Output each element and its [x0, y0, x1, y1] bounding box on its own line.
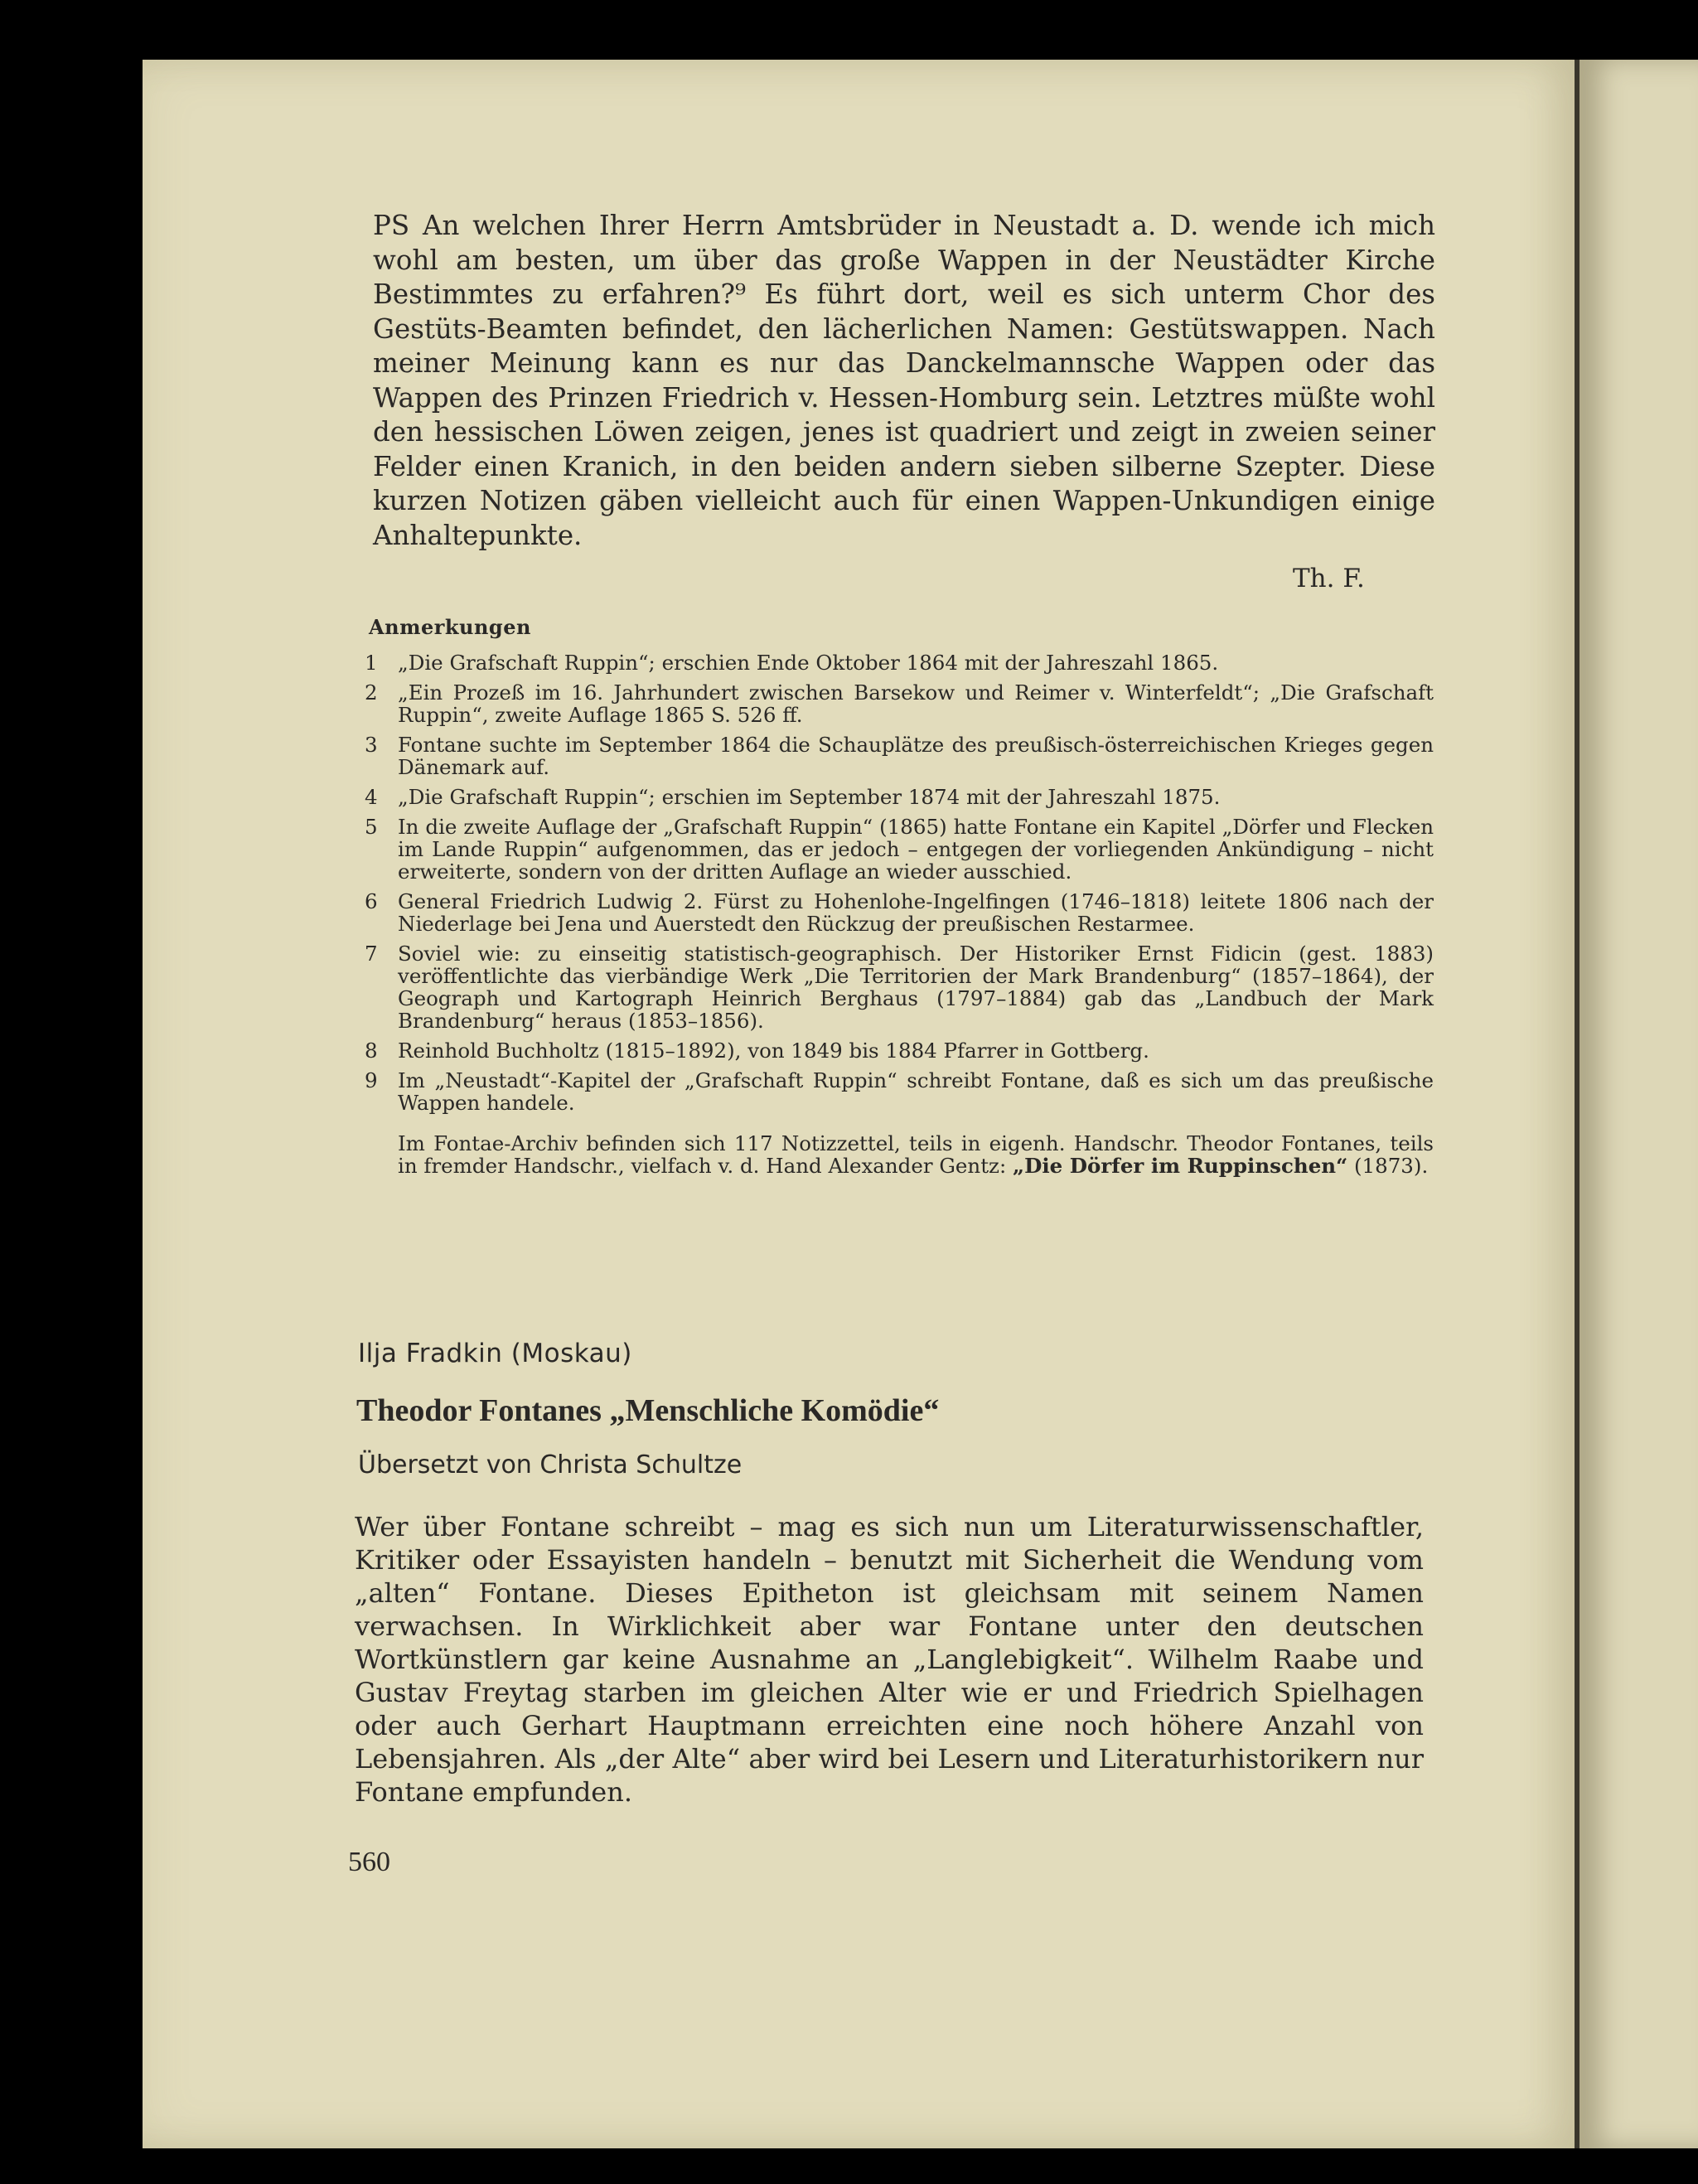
note-number: 3: [365, 733, 378, 757]
note-number: 9: [365, 1068, 378, 1092]
note-text: General Friedrich Ludwig 2. Fürst zu Hohenlohe-Ingelfingen (1746–1818) leitete 1806 nach der Niederlage bei Jena und Auerstedt den Rückzug der preußischen Restarmee.: [398, 889, 1434, 936]
page-number: 560: [348, 1847, 390, 1877]
notes-list: [365, 651, 1434, 1177]
archive-note-title: „Die Dörfer im Ruppinschen“: [1013, 1154, 1348, 1178]
note-item: [365, 1039, 1434, 1062]
note-item: [365, 681, 1434, 726]
postscript-text: PS An welchen Ihrer Herrn Amtsbrüder in Neustadt a. D. wende ich mich wohl am besten, um über das große Wappen in der Neustädter Kirche Bestimmtes zu erfahren?⁹ Es führt dort, weil es sich unterm Chor des Gestüts-Beamten befindet, den lächerlichen Namen: Gestütswappen. Nach meiner Meinung kann es nur das Danckelmannsche Wappen oder das Wappen des Prinzen Friedrich v. Hessen-Homburg sein. Letztres müßte wohl den hessischen Löwen zeigen, jenes ist quadriert und zeigt in zweien seiner Felder einen Kranich, in den beiden andern sieben silberne Szepter. Diese kurzen Notizen gäben vielleicht auch für einen Wappen-Unkundigen einige Anhaltepunkte.: [373, 210, 1435, 551]
note-number: 2: [365, 680, 378, 705]
article-translator: Übersetzt von Christa Schultze: [358, 1450, 743, 1479]
note-number: 5: [365, 815, 378, 839]
postscript-paragraph: [373, 209, 1435, 553]
facing-page-edge: [1579, 60, 1698, 2148]
note-number: 7: [365, 942, 378, 966]
article-body: [355, 1510, 1424, 1809]
note-text: Soviel wie: zu einseitig statistisch-geographisch. Der Historiker Ernst Fidicin (gest. 1883) veröffentlichte das vierbändige Werk „Die Territorien der Mark Brandenburg“ (1857–1864), der Geograph und Kartograph Heinrich Berghaus (1797–1884) gab das „Landbuch der Mark Brandenburg“ heraus (1853–1856).: [398, 942, 1434, 1033]
note-item: [365, 786, 1434, 808]
note-item: [365, 816, 1434, 883]
archive-note: [398, 1132, 1434, 1177]
note-number: 6: [365, 889, 378, 913]
note-number: 1: [365, 651, 378, 675]
note-text: Fontane suchte im September 1864 die Schauplätze des preußisch-österreichischen Krieges gegen Dänemark auf.: [398, 733, 1434, 779]
note-number: 8: [365, 1039, 378, 1063]
note-item: [365, 1069, 1434, 1114]
note-text: „Die Grafschaft Ruppin“; erschien im September 1874 mit der Jahreszahl 1875.: [398, 785, 1221, 809]
article-title: Theodor Fontanes „Menschliche Komödie“: [356, 1393, 940, 1428]
notes-heading: Anmerkungen: [369, 615, 531, 639]
signature: Th. F.: [1293, 564, 1365, 593]
note-text: Reinhold Buchholtz (1815–1892), von 1849 bis 1884 Pfarrer in Gottberg.: [398, 1039, 1149, 1063]
archive-note-year: (1873).: [1347, 1154, 1429, 1178]
note-text: „Die Grafschaft Ruppin“; erschien Ende Oktober 1864 mit der Jahreszahl 1865.: [398, 651, 1219, 675]
note-item: [365, 890, 1434, 935]
archive-note-text: Im Fontae-Archiv befinden sich 117 Notizzettel, teils in eigenh. Handschr. Theodor Fontanes, teils in fremder Handschr., vielfach v. d. Hand Alexander Gentz:: [398, 1131, 1434, 1178]
note-text: In die zweite Auflage der „Grafschaft Ruppin“ (1865) hatte Fontane ein Kapitel „Dörfer und Flecken im Lande Ruppin“ aufgenommen, das er jedoch – entgegen der vorliegenden Ankündigung – nicht erweiterte, sondern von der dritten Auflage an wieder ausschied.: [398, 815, 1434, 884]
article-author: Ilja Fradkin (Moskau): [358, 1339, 632, 1368]
note-item: [365, 942, 1434, 1032]
article-paragraph: Wer über Fontane schreibt – mag es sich nun um Literaturwissenschaftler, Kritiker oder Essayisten handeln – benutzt mit Sicherheit die Wendung vom „alten“ Fontane. Dieses Epitheton ist gleichsam mit seinem Namen verwachsen. In Wirklichkeit aber war Fontane unter den deutschen Wortkünstlern gar keine Ausnahme an „Langlebigkeit“. Wilhelm Raabe und Gustav Freytag starben im gleichen Alter wie er und Friedrich Spielhagen oder auch Gerhart Hauptmann erreichten eine noch höhere Anzahl von Lebensjahren. Als „der Alte“ aber wird bei Lesern und Literaturhistorikern nur Fontane empfunden.: [355, 1511, 1424, 1808]
note-text: „Ein Prozeß im 16. Jahrhundert zwischen Barsekow und Reimer v. Winterfeldt“; „Die Grafschaft Ruppin“, zweite Auflage 1865 S. 526 ff.: [398, 680, 1434, 727]
note-text: Im „Neustadt“-Kapitel der „Grafschaft Ruppin“ schreibt Fontane, daß es sich um das preußische Wappen handele.: [398, 1068, 1434, 1115]
note-item: [365, 734, 1434, 778]
note-item: [365, 651, 1434, 674]
note-number: 4: [365, 785, 378, 809]
